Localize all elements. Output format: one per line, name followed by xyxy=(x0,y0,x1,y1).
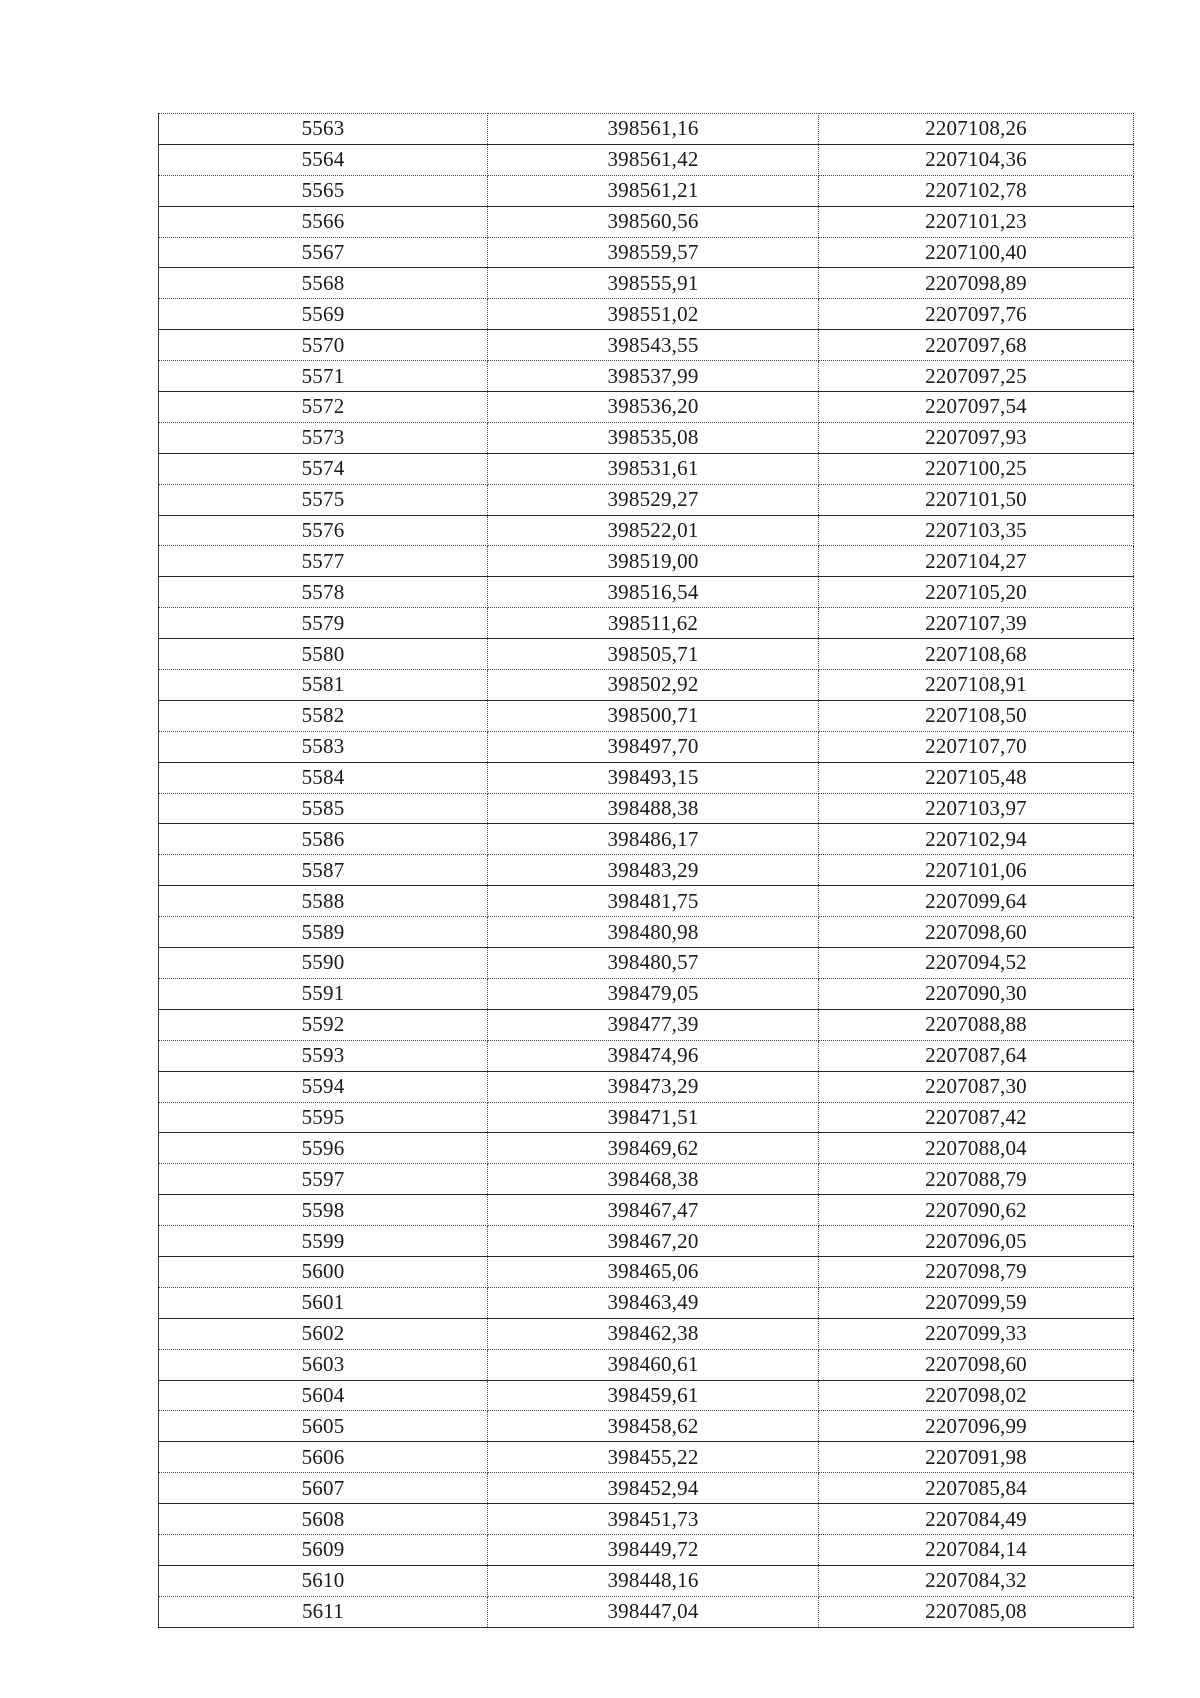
x-coordinate-cell: 398462,38 xyxy=(488,1318,819,1349)
x-coordinate-cell: 398471,51 xyxy=(488,1102,819,1133)
point-number-cell: 5563 xyxy=(159,114,488,145)
point-number-cell: 5580 xyxy=(159,639,488,670)
table-row xyxy=(159,1195,1134,1226)
x-coordinate-cell: 398519,00 xyxy=(488,546,819,577)
table-row xyxy=(159,886,1134,917)
table-row xyxy=(159,762,1134,793)
x-coordinate-cell: 398555,91 xyxy=(488,268,819,299)
table-row xyxy=(159,670,1134,701)
y-coordinate-cell: 2207084,32 xyxy=(819,1565,1134,1596)
table-row xyxy=(159,114,1134,145)
y-coordinate-cell: 2207085,84 xyxy=(819,1473,1134,1504)
y-coordinate-cell: 2207088,88 xyxy=(819,1009,1134,1040)
point-number-cell: 5602 xyxy=(159,1318,488,1349)
x-coordinate-cell: 398459,61 xyxy=(488,1380,819,1411)
x-coordinate-cell: 398536,20 xyxy=(488,392,819,423)
x-coordinate-cell: 398452,94 xyxy=(488,1473,819,1504)
x-coordinate-cell: 398560,56 xyxy=(488,206,819,237)
y-coordinate-cell: 2207101,23 xyxy=(819,206,1134,237)
y-coordinate-cell: 2207098,89 xyxy=(819,268,1134,299)
x-coordinate-cell: 398479,05 xyxy=(488,978,819,1009)
x-coordinate-cell: 398529,27 xyxy=(488,484,819,515)
y-coordinate-cell: 2207097,54 xyxy=(819,392,1134,423)
point-number-cell: 5592 xyxy=(159,1009,488,1040)
point-number-cell: 5589 xyxy=(159,917,488,948)
point-number-cell: 5590 xyxy=(159,948,488,979)
y-coordinate-cell: 2207107,70 xyxy=(819,731,1134,762)
x-coordinate-cell: 398493,15 xyxy=(488,762,819,793)
point-number-cell: 5574 xyxy=(159,453,488,484)
point-number-cell: 5598 xyxy=(159,1195,488,1226)
table-row xyxy=(159,978,1134,1009)
y-coordinate-cell: 2207096,05 xyxy=(819,1226,1134,1257)
x-coordinate-cell: 398481,75 xyxy=(488,886,819,917)
x-coordinate-cell: 398500,71 xyxy=(488,700,819,731)
y-coordinate-cell: 2207104,36 xyxy=(819,144,1134,175)
table-row xyxy=(159,1009,1134,1040)
table-row xyxy=(159,700,1134,731)
point-number-cell: 5595 xyxy=(159,1102,488,1133)
y-coordinate-cell: 2207102,78 xyxy=(819,175,1134,206)
y-coordinate-cell: 2207103,35 xyxy=(819,515,1134,546)
x-coordinate-cell: 398467,47 xyxy=(488,1195,819,1226)
y-coordinate-cell: 2207087,30 xyxy=(819,1071,1134,1102)
point-number-cell: 5610 xyxy=(159,1565,488,1596)
point-number-cell: 5588 xyxy=(159,886,488,917)
y-coordinate-cell: 2207090,62 xyxy=(819,1195,1134,1226)
x-coordinate-cell: 398511,62 xyxy=(488,608,819,639)
table-row xyxy=(159,608,1134,639)
point-number-cell: 5577 xyxy=(159,546,488,577)
point-number-cell: 5582 xyxy=(159,700,488,731)
table-row xyxy=(159,484,1134,515)
point-number-cell: 5591 xyxy=(159,978,488,1009)
table-row xyxy=(159,1473,1134,1504)
x-coordinate-cell: 398458,62 xyxy=(488,1411,819,1442)
y-coordinate-cell: 2207103,97 xyxy=(819,793,1134,824)
y-coordinate-cell: 2207096,99 xyxy=(819,1411,1134,1442)
y-coordinate-cell: 2207088,79 xyxy=(819,1164,1134,1195)
table-row xyxy=(159,1226,1134,1257)
y-coordinate-cell: 2207098,02 xyxy=(819,1380,1134,1411)
point-number-cell: 5611 xyxy=(159,1596,488,1627)
table-row xyxy=(159,330,1134,361)
x-coordinate-cell: 398502,92 xyxy=(488,670,819,701)
x-coordinate-cell: 398448,16 xyxy=(488,1565,819,1596)
x-coordinate-cell: 398486,17 xyxy=(488,824,819,855)
table-row xyxy=(159,175,1134,206)
y-coordinate-cell: 2207088,04 xyxy=(819,1133,1134,1164)
y-coordinate-cell: 2207108,26 xyxy=(819,114,1134,145)
x-coordinate-cell: 398535,08 xyxy=(488,422,819,453)
coordinates-table-body xyxy=(159,114,1134,1628)
coordinates-table xyxy=(158,113,1134,1628)
point-number-cell: 5603 xyxy=(159,1349,488,1380)
y-coordinate-cell: 2207100,40 xyxy=(819,237,1134,268)
table-row xyxy=(159,206,1134,237)
point-number-cell: 5569 xyxy=(159,299,488,330)
table-row xyxy=(159,422,1134,453)
y-coordinate-cell: 2207097,93 xyxy=(819,422,1134,453)
y-coordinate-cell: 2207104,27 xyxy=(819,546,1134,577)
point-number-cell: 5572 xyxy=(159,392,488,423)
point-number-cell: 5568 xyxy=(159,268,488,299)
x-coordinate-cell: 398477,39 xyxy=(488,1009,819,1040)
x-coordinate-cell: 398473,29 xyxy=(488,1071,819,1102)
point-number-cell: 5597 xyxy=(159,1164,488,1195)
y-coordinate-cell: 2207084,14 xyxy=(819,1534,1134,1565)
y-coordinate-cell: 2207099,33 xyxy=(819,1318,1134,1349)
x-coordinate-cell: 398561,42 xyxy=(488,144,819,175)
x-coordinate-cell: 398480,98 xyxy=(488,917,819,948)
x-coordinate-cell: 398516,54 xyxy=(488,577,819,608)
point-number-cell: 5565 xyxy=(159,175,488,206)
x-coordinate-cell: 398522,01 xyxy=(488,515,819,546)
table-row xyxy=(159,1565,1134,1596)
y-coordinate-cell: 2207084,49 xyxy=(819,1504,1134,1535)
x-coordinate-cell: 398537,99 xyxy=(488,361,819,392)
table-row xyxy=(159,361,1134,392)
x-coordinate-cell: 398561,21 xyxy=(488,175,819,206)
table-row xyxy=(159,299,1134,330)
table-row xyxy=(159,824,1134,855)
y-coordinate-cell: 2207108,50 xyxy=(819,700,1134,731)
y-coordinate-cell: 2207090,30 xyxy=(819,978,1134,1009)
table-row xyxy=(159,1411,1134,1442)
table-row xyxy=(159,1133,1134,1164)
x-coordinate-cell: 398483,29 xyxy=(488,855,819,886)
point-number-cell: 5581 xyxy=(159,670,488,701)
x-coordinate-cell: 398449,72 xyxy=(488,1534,819,1565)
point-number-cell: 5596 xyxy=(159,1133,488,1164)
y-coordinate-cell: 2207087,42 xyxy=(819,1102,1134,1133)
point-number-cell: 5573 xyxy=(159,422,488,453)
table-row xyxy=(159,1256,1134,1287)
table-row xyxy=(159,237,1134,268)
y-coordinate-cell: 2207085,08 xyxy=(819,1596,1134,1627)
table-row xyxy=(159,731,1134,762)
point-number-cell: 5579 xyxy=(159,608,488,639)
x-coordinate-cell: 398561,16 xyxy=(488,114,819,145)
table-row xyxy=(159,639,1134,670)
y-coordinate-cell: 2207098,60 xyxy=(819,1349,1134,1380)
table-row xyxy=(159,1164,1134,1195)
x-coordinate-cell: 398451,73 xyxy=(488,1504,819,1535)
point-number-cell: 5608 xyxy=(159,1504,488,1535)
y-coordinate-cell: 2207091,98 xyxy=(819,1442,1134,1473)
x-coordinate-cell: 398497,70 xyxy=(488,731,819,762)
point-number-cell: 5566 xyxy=(159,206,488,237)
y-coordinate-cell: 2207108,68 xyxy=(819,639,1134,670)
point-number-cell: 5593 xyxy=(159,1040,488,1071)
point-number-cell: 5578 xyxy=(159,577,488,608)
table-row xyxy=(159,1442,1134,1473)
x-coordinate-cell: 398488,38 xyxy=(488,793,819,824)
x-coordinate-cell: 398543,55 xyxy=(488,330,819,361)
x-coordinate-cell: 398460,61 xyxy=(488,1349,819,1380)
y-coordinate-cell: 2207107,39 xyxy=(819,608,1134,639)
y-coordinate-cell: 2207100,25 xyxy=(819,453,1134,484)
table-row xyxy=(159,1071,1134,1102)
table-row xyxy=(159,453,1134,484)
y-coordinate-cell: 2207105,20 xyxy=(819,577,1134,608)
point-number-cell: 5575 xyxy=(159,484,488,515)
y-coordinate-cell: 2207087,64 xyxy=(819,1040,1134,1071)
table-row xyxy=(159,1596,1134,1627)
point-number-cell: 5609 xyxy=(159,1534,488,1565)
x-coordinate-cell: 398465,06 xyxy=(488,1256,819,1287)
x-coordinate-cell: 398447,04 xyxy=(488,1596,819,1627)
x-coordinate-cell: 398455,22 xyxy=(488,1442,819,1473)
table-row xyxy=(159,855,1134,886)
table-row xyxy=(159,144,1134,175)
point-number-cell: 5601 xyxy=(159,1287,488,1318)
y-coordinate-cell: 2207102,94 xyxy=(819,824,1134,855)
point-number-cell: 5607 xyxy=(159,1473,488,1504)
point-number-cell: 5585 xyxy=(159,793,488,824)
point-number-cell: 5599 xyxy=(159,1226,488,1257)
point-number-cell: 5586 xyxy=(159,824,488,855)
table-row xyxy=(159,1504,1134,1535)
y-coordinate-cell: 2207108,91 xyxy=(819,670,1134,701)
table-row xyxy=(159,1318,1134,1349)
point-number-cell: 5604 xyxy=(159,1380,488,1411)
y-coordinate-cell: 2207097,25 xyxy=(819,361,1134,392)
point-number-cell: 5594 xyxy=(159,1071,488,1102)
table-row xyxy=(159,1534,1134,1565)
point-number-cell: 5606 xyxy=(159,1442,488,1473)
x-coordinate-cell: 398468,38 xyxy=(488,1164,819,1195)
y-coordinate-cell: 2207101,50 xyxy=(819,484,1134,515)
x-coordinate-cell: 398480,57 xyxy=(488,948,819,979)
x-coordinate-cell: 398559,57 xyxy=(488,237,819,268)
point-number-cell: 5564 xyxy=(159,144,488,175)
table-row xyxy=(159,392,1134,423)
y-coordinate-cell: 2207101,06 xyxy=(819,855,1134,886)
point-number-cell: 5584 xyxy=(159,762,488,793)
table-row xyxy=(159,268,1134,299)
x-coordinate-cell: 398467,20 xyxy=(488,1226,819,1257)
y-coordinate-cell: 2207097,76 xyxy=(819,299,1134,330)
y-coordinate-cell: 2207098,79 xyxy=(819,1256,1134,1287)
table-row xyxy=(159,577,1134,608)
point-number-cell: 5583 xyxy=(159,731,488,762)
x-coordinate-cell: 398505,71 xyxy=(488,639,819,670)
x-coordinate-cell: 398551,02 xyxy=(488,299,819,330)
table-row xyxy=(159,793,1134,824)
point-number-cell: 5570 xyxy=(159,330,488,361)
x-coordinate-cell: 398469,62 xyxy=(488,1133,819,1164)
y-coordinate-cell: 2207099,59 xyxy=(819,1287,1134,1318)
x-coordinate-cell: 398531,61 xyxy=(488,453,819,484)
y-coordinate-cell: 2207094,52 xyxy=(819,948,1134,979)
table-row xyxy=(159,1349,1134,1380)
table-row xyxy=(159,948,1134,979)
table-row xyxy=(159,546,1134,577)
y-coordinate-cell: 2207099,64 xyxy=(819,886,1134,917)
point-number-cell: 5576 xyxy=(159,515,488,546)
point-number-cell: 5587 xyxy=(159,855,488,886)
point-number-cell: 5600 xyxy=(159,1256,488,1287)
point-number-cell: 5567 xyxy=(159,237,488,268)
x-coordinate-cell: 398463,49 xyxy=(488,1287,819,1318)
table-row xyxy=(159,1380,1134,1411)
point-number-cell: 5571 xyxy=(159,361,488,392)
table-row xyxy=(159,1287,1134,1318)
y-coordinate-cell: 2207098,60 xyxy=(819,917,1134,948)
table-row xyxy=(159,1102,1134,1133)
table-row xyxy=(159,515,1134,546)
y-coordinate-cell: 2207097,68 xyxy=(819,330,1134,361)
table-row xyxy=(159,917,1134,948)
x-coordinate-cell: 398474,96 xyxy=(488,1040,819,1071)
point-number-cell: 5605 xyxy=(159,1411,488,1442)
table-row xyxy=(159,1040,1134,1071)
y-coordinate-cell: 2207105,48 xyxy=(819,762,1134,793)
